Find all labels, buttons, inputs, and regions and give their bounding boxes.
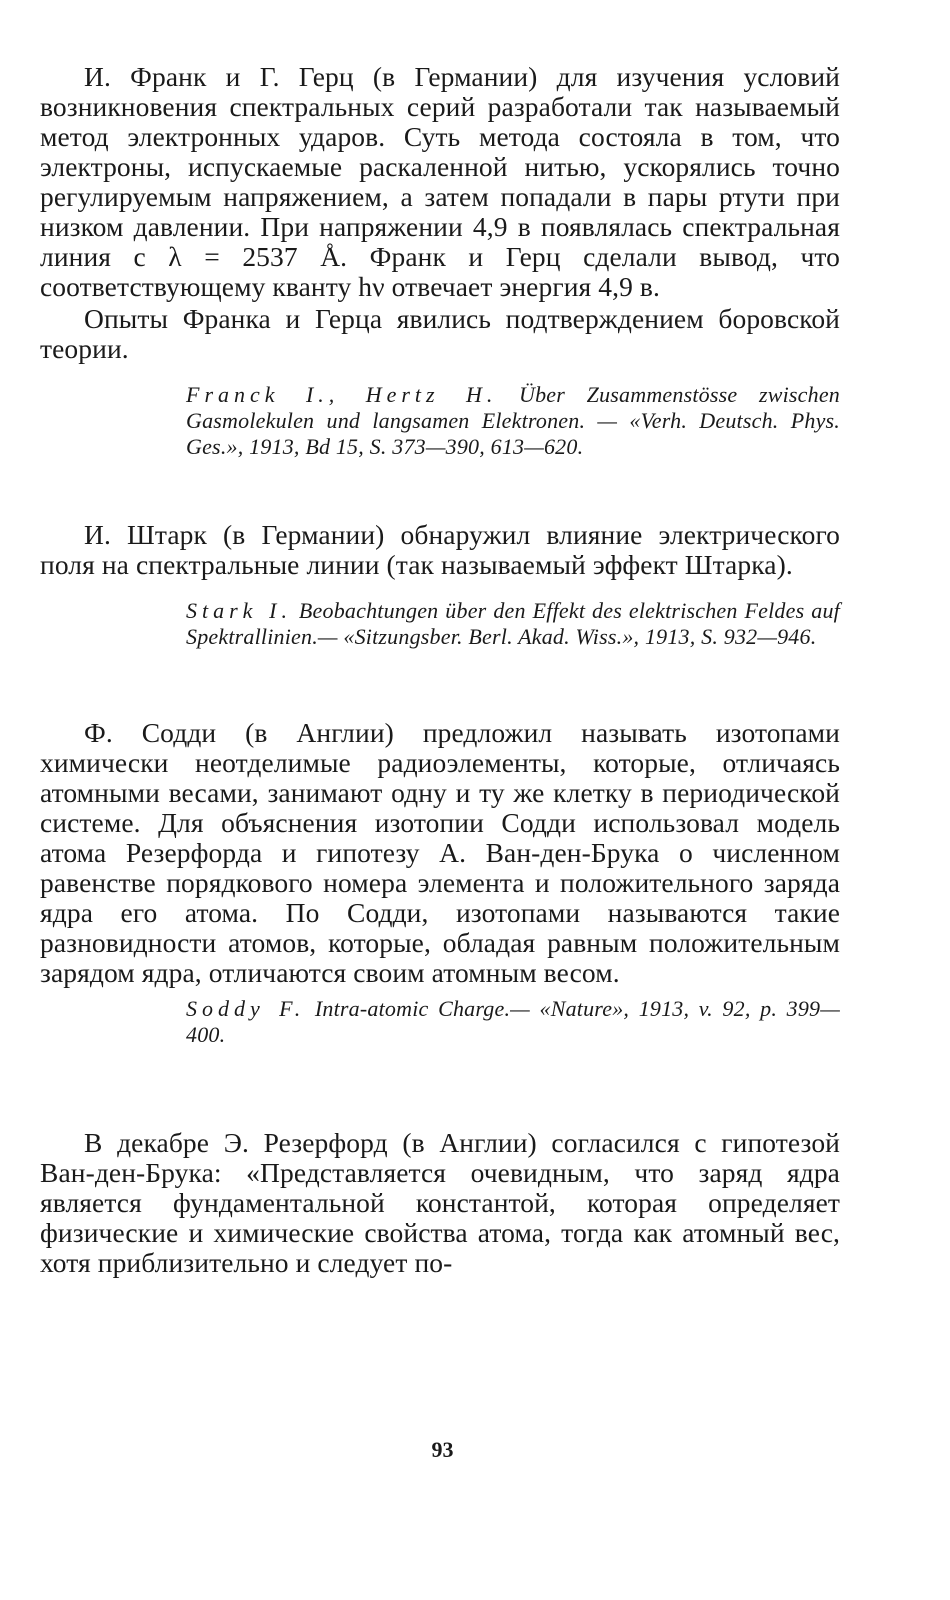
paragraph: И. Штарк (в Германии) обнаружил влияние электрического поля на спектральные линии (так называемый эффект Штарка). [40, 519, 840, 580]
reference-citation [186, 382, 840, 460]
entry-franck-hertz [40, 62, 840, 460]
reference-authors: Soddy F. [186, 996, 306, 1021]
paragraph: Опыты Франка и Герца явились подтверждением боровской теории. [40, 303, 840, 364]
reference-citation [186, 996, 840, 1048]
reference-text: Über Zusammenstösse zwischen Gasmolekulen und langsamen Elektronen. — «Verh. Deutsch. Phys. Ges.», 1913, Bd 15, S. 373—390, 613—620. [186, 382, 840, 459]
reference-citation [186, 598, 840, 650]
paragraph: И. Франк и Г. Герц (в Германии) для изучения условий возникновения спектральных серий разработали так называемый метод электронных ударов. Суть метода состояла в том, что электроны, испускаемые раскаленной нитью, ускорялись точно регулируемым напряжением, а затем попадали в пары ртути при низком давлении. При напряжении 4,9 в появлялась спектральная линия с λ = 2537 Å. Франк и Герц сделали вывод, что соответствующему кванту hν отвечает энергия 4,9 в. [40, 61, 840, 302]
reference-text: Beobachtungen über den Effekt des elektrischen Feldes auf Spektrallinien.— «Sitzungsber. Berl. Akad. Wiss.», 1913, S. 932—946. [186, 598, 840, 649]
reference-authors: Stark I. [186, 598, 292, 623]
paragraph: В декабре Э. Резерфорд (в Англии) согласился с гипотезой Ван-ден-Брука: «Представляется очевидным, что заряд ядра является фундаментальной константой, которая определяет физические и химические свойства атома, тогда как атомный вес, хотя приблизительно и следует по- [40, 1127, 840, 1278]
page-body [40, 62, 840, 1278]
entry-soddy [40, 718, 840, 1048]
paragraph: Ф. Содди (в Англии) предложил называть изотопами химически неотделимые радиоэлементы, которые, отличаясь атомными весами, занимают одну и ту же клетку в периодической системе. Для объяснения изотопии Содди использовал модель атома Резерфорда и гипотезу А. Ван-ден-Брука о численном равенстве порядкового номера элемента и положительного заряда ядра его атома. По Содди, изотопами называются такие разновидности атомов, которые, обладая равным положительным зарядом ядра, отличаются своим атомным весом. [40, 717, 840, 988]
entry-stark [40, 520, 840, 650]
page-number: 93 [431, 1437, 454, 1462]
reference-text: Intra-atomic Charge.— «Nature», 1913, v. 92, p. 399—400. [186, 996, 840, 1047]
reference-authors: Franck I., Hertz H. [186, 382, 498, 407]
entry-rutherford [40, 1128, 840, 1278]
